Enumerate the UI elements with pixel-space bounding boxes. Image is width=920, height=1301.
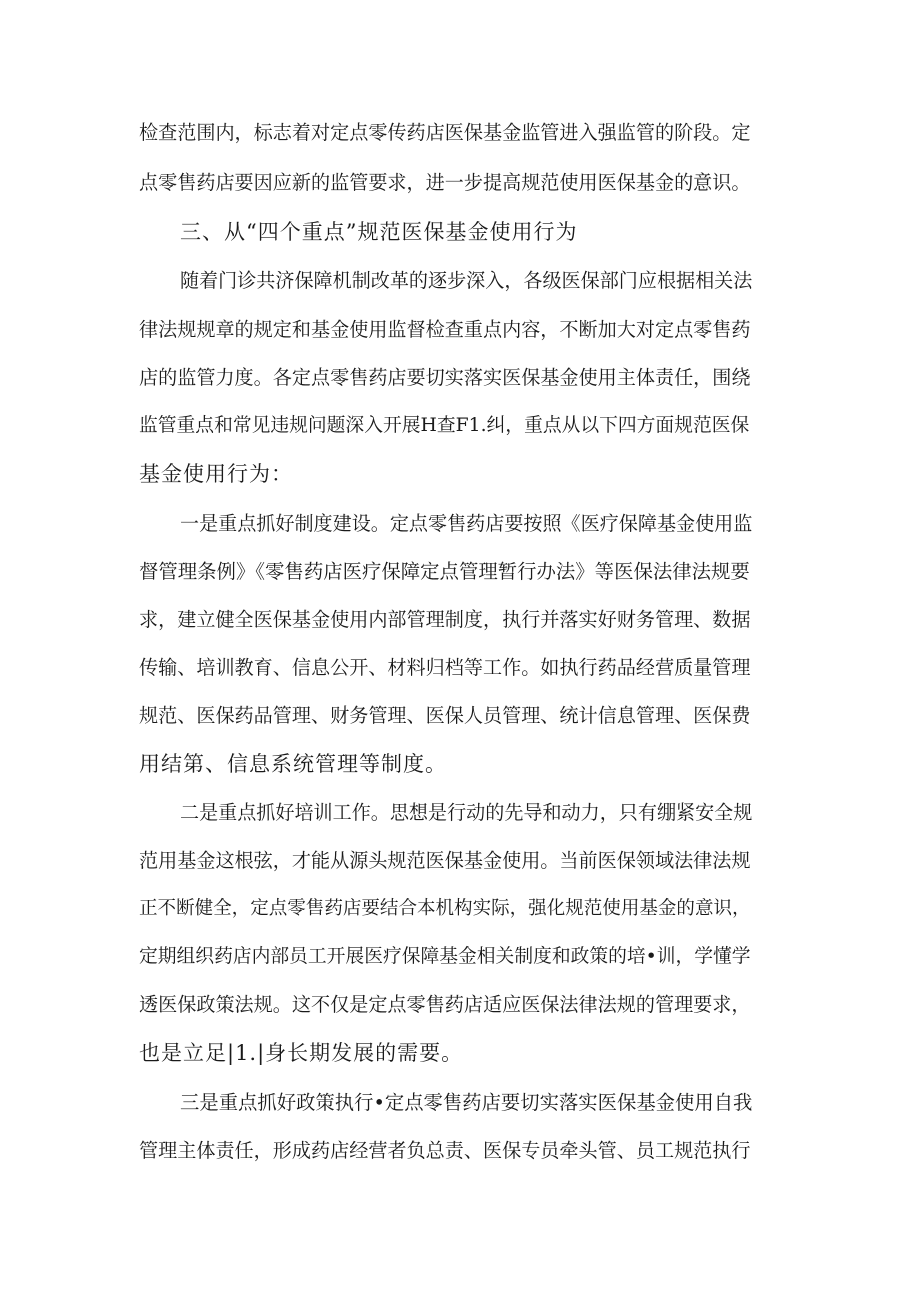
text-line: 随着门诊共济保障机制改革的逐步深入，各级医保部门应根据相关法 [180,269,753,292]
text-line: 正不断健全，定点零售药店要结合本机构实际，强化规范使用基金的意识， [139,898,751,919]
text-line: 范用基金这根弦，才能从源头规范医保基金使用。当前医保领域法律法规 [139,849,751,872]
text-line: 检查范围内，标志着对定点零传药店医保基金监管进入强监管的阶段。定 [139,121,751,144]
text-line: 三是重点抓好政策执行•定点零售药店要切实落实医保基金使用自我 [180,1091,753,1114]
text-line: 定期组织药店内部员工开展医疗保障基金相关制度和政策的培•训，学懂学 [139,946,751,967]
text-line: 店的监管力度。各定点零售药店要切实落实医保基金使用主体责任，围绕 [139,366,751,389]
text-line: 用结第、信息系统管理等制度。 [139,752,447,776]
text-line: 求，建立健全医保基金使用内部管理制度，执行并落实好财务管理、数据 [139,608,751,631]
text-line: 管理主体责任，形成药店经营者负总责、医保专员牵头管、员工规范执行 [139,1139,751,1162]
text-line: 规范、医保药品管理、财务管理、医保人员管理、统计信息管理、医保费 [139,704,751,727]
text-line: 传输、培训教育、信息公开、材料归档等工作。如执行药品经营质量管理 [139,656,751,679]
text-line: 透医保政策法规。这不仅是定点零售药店适应医保法律法规的管理要求， [139,993,751,1016]
text-line: 监管重点和常见违规问题深入开展H查F1.纠，重点从以下四方面规范医保 [139,415,750,436]
text-line: 点零售药店要因应新的监管要求，进一步提高规范使用医保基金的意识。 [139,171,751,194]
text-line: 二是重点抓好培训工作。思想是行动的先导和动力，只有绷紧安全规 [180,801,753,824]
text-line: 一是重点抓好制度建设。定点零售药店要按照《医疗保障基金使用监 [180,512,753,535]
text-line: 律法规规章的规定和基金使用监督检查重点内容，不断加大对定点零售药 [139,318,751,341]
text-line: 也是立足|1.|身长期发展的需要。 [139,1041,464,1065]
section-heading: 三、从“四个重点”规范医保基金使用行为 [180,220,578,244]
text-line: 督管理条例》《零售药店医疗保障定点管理暂行办法》等医保法律法规要 [139,560,750,583]
text-line: 基金使用行为： [139,462,293,486]
